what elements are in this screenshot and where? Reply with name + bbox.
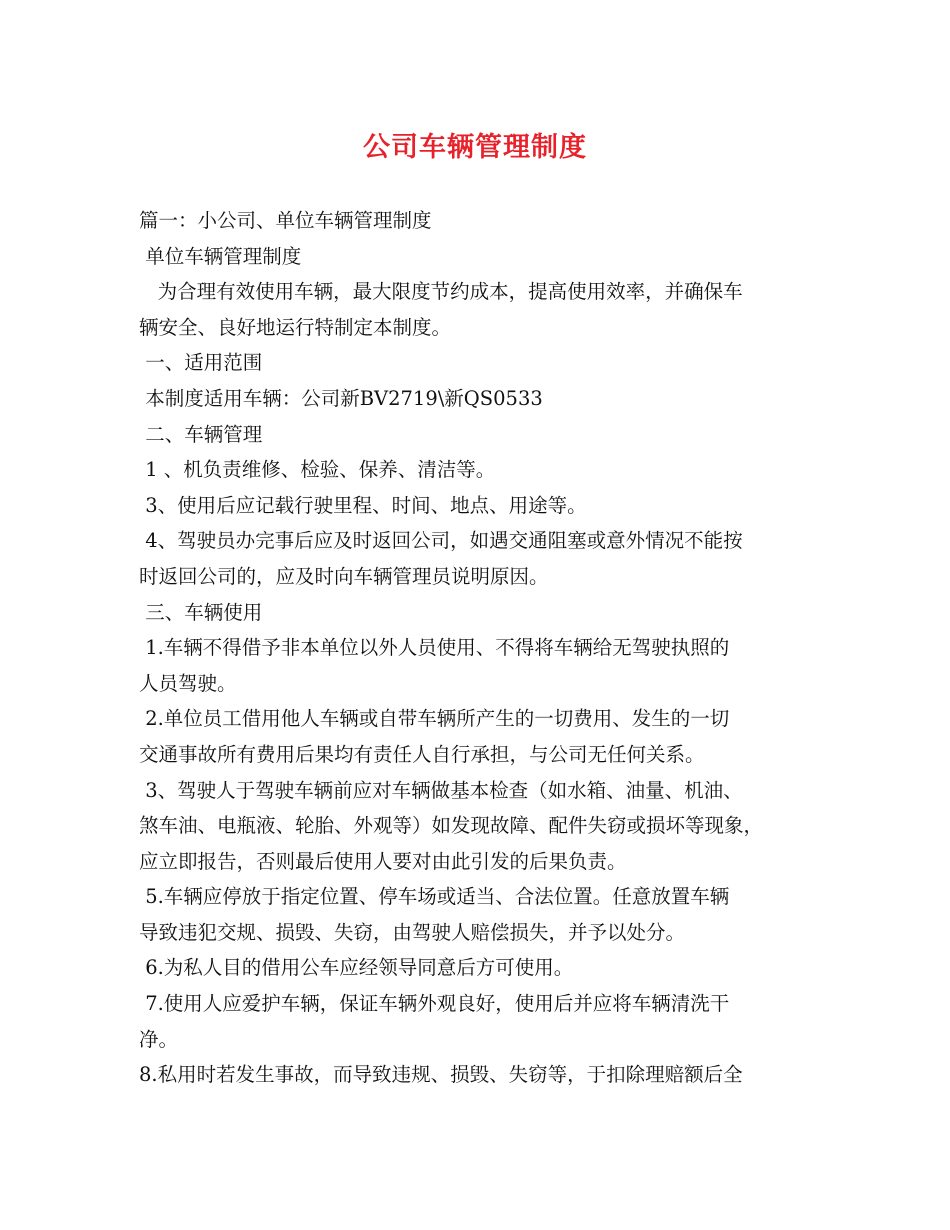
document-body (139, 203, 819, 1093)
document-title: 公司车辆管理制度 (363, 132, 587, 163)
text-line: 导致违犯交规、损毁、失窃，由驾驶人赔偿损失，并予以处分。 (139, 920, 686, 944)
text-line: 1.车辆不得借予非本单位以外人员使用、不得将车辆给无驾驶执照的 (139, 636, 730, 660)
text-line: 三、车辆使用 (139, 600, 263, 624)
text-line: 3、驾驶人于驾驶车辆前应对车辆做基本检查（如水箱、油量、机油、 (139, 778, 743, 802)
text-line: 交通事故所有费用后果均有责任人自行承担，与公司无任何关系。 (139, 742, 705, 766)
text-line: 6.为私人目的借用公车应经领导同意后方可使用。 (139, 956, 574, 980)
text-line: 时返回公司的，应及时向车辆管理员说明原因。 (139, 564, 549, 588)
text-line: 人员驾驶。 (139, 671, 237, 695)
text-line: 一、适用范围 (139, 351, 263, 375)
text-line: 应立即报告，否则最后使用人要对由此引发的后果负责。 (139, 849, 627, 873)
text-line: 篇一：小公司、单位车辆管理制度 (139, 209, 432, 232)
text-line: 辆安全、良好地运行特制定本制度。 (139, 315, 452, 339)
text-line: 单位车辆管理制度 (139, 244, 302, 268)
text-line: 为合理有效使用车辆，最大限度节约成本，提高使用效率，并确保车 (139, 280, 743, 304)
text-line: 4、驾驶员办完事后应及时返回公司，如遇交通阻塞或意外情况不能按 (139, 529, 743, 553)
text-line: 8.私用时若发生事故，而导致违规、损毁、失窃等，于扣除理赔额后全 (139, 1063, 743, 1087)
text-line: 3、使用后应记载行驶里程、时间、地点、用途等。 (139, 493, 587, 517)
text-line: 2.单位员工借用他人车辆或自带车辆所产生的一切费用、发生的一切 (139, 707, 730, 731)
text-line: 5.车辆应停放于指定位置、停车场或适当、合法位置。任意放置车辆 (139, 885, 730, 909)
text-line: 7.使用人应爱护车辆，保证车辆外观良好，使用后并应将车辆清洗干 (139, 992, 730, 1016)
text-line: 1 、机负责维修、检验、保养、清洁等。 (139, 458, 496, 482)
text-line: 煞车油、电瓶液、轮胎、外观等）如发现故障、配件失窃或损坏等现象， (139, 814, 764, 838)
text-line: 本制度适用车辆：公司新BV2719\新QS0533 (139, 386, 543, 410)
text-line: 净。 (139, 1027, 179, 1051)
text-line: 二、车辆管理 (139, 422, 263, 446)
